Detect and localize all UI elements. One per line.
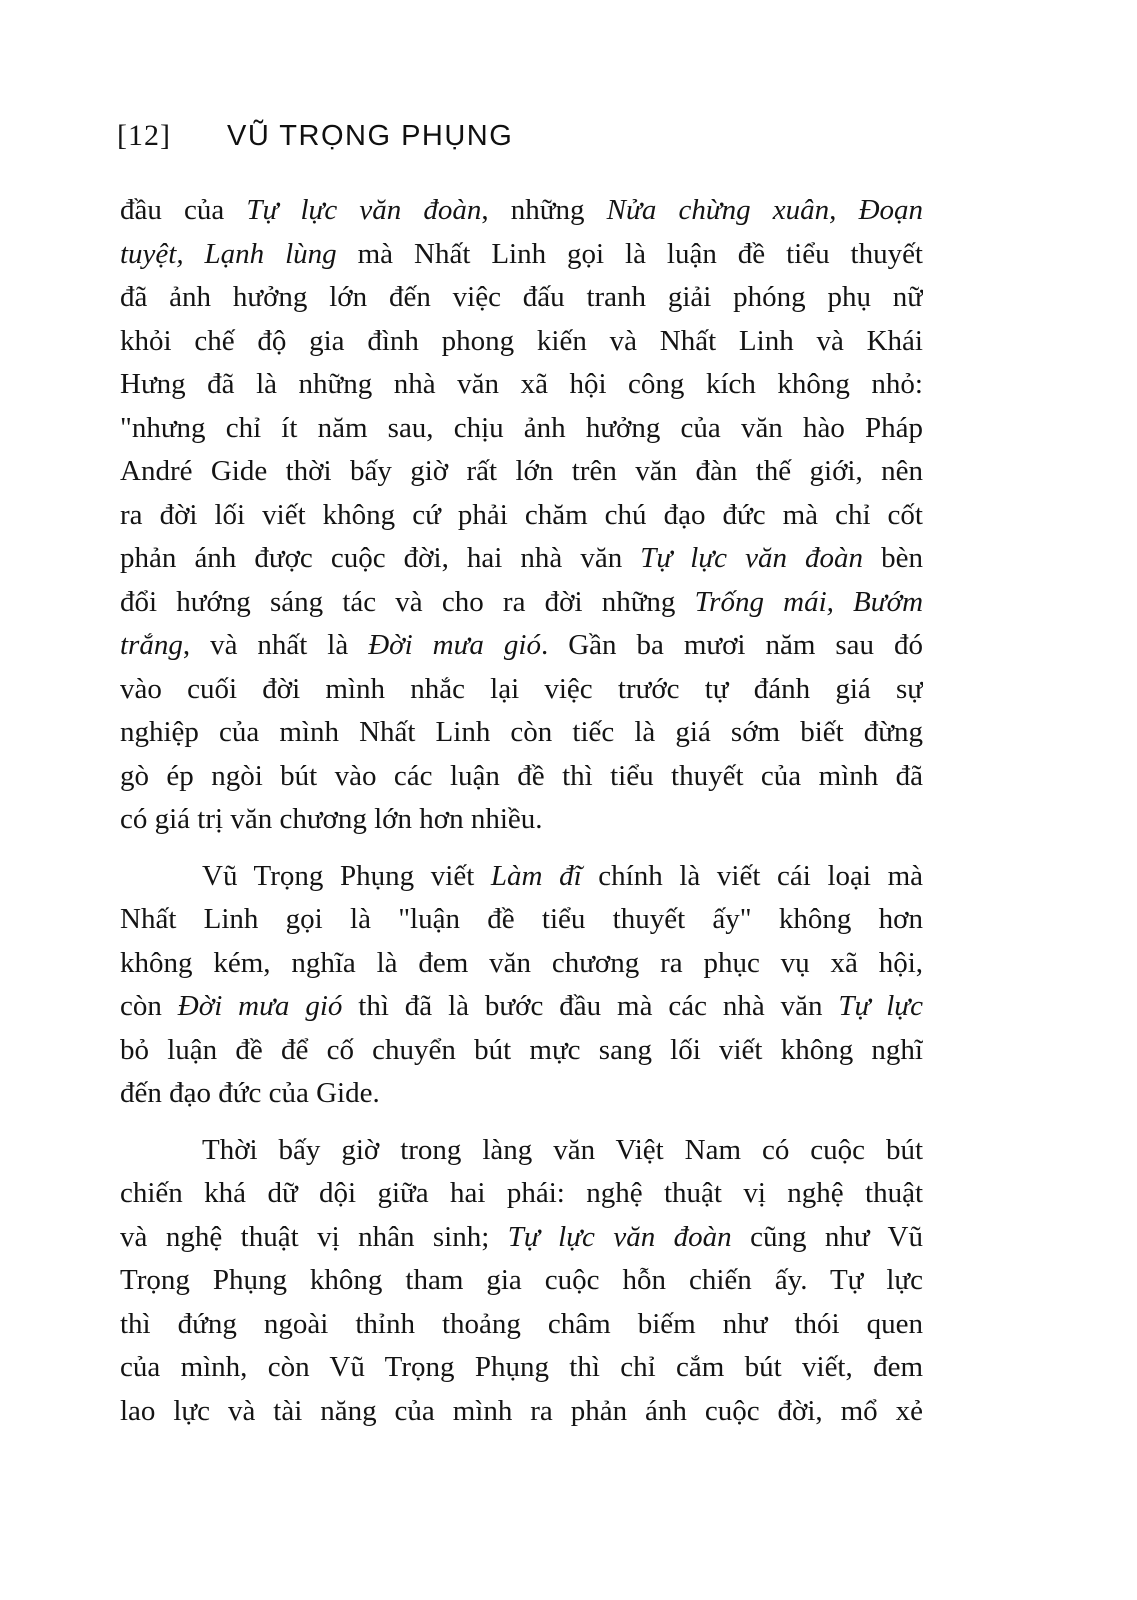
text-segment: nghiệp của mình Nhất Linh còn tiếc là giá sớm biết đừng bbox=[120, 716, 923, 748]
book-title-italic: Trống mái, Bướm bbox=[694, 585, 923, 618]
text-line bbox=[120, 855, 923, 899]
text-segment: và nghệ thuật vị nhân sinh; bbox=[120, 1220, 508, 1253]
text-line bbox=[120, 1172, 923, 1216]
text-line bbox=[120, 668, 923, 712]
text-segment: khỏi chế độ gia đình phong kiến và Nhất Linh và Khái bbox=[120, 324, 923, 357]
book-title-italic: Nửa chừng xuân, Đoạn bbox=[606, 194, 923, 226]
text-segment: Thời bấy giờ trong làng văn Việt Nam có cuộc bút bbox=[202, 1133, 923, 1166]
text-line bbox=[120, 711, 923, 755]
text-segment: chiến khá dữ dội giữa hai phái: nghệ thuật vị nghệ thuật bbox=[120, 1177, 923, 1209]
text-line bbox=[120, 798, 923, 842]
text-line bbox=[120, 624, 923, 668]
book-title-italic: tuyệt, Lạnh lùng bbox=[120, 237, 337, 270]
text-segment: Vũ Trọng Phụng viết bbox=[202, 859, 491, 892]
text-segment: . Gần ba mươi năm sau đó bbox=[540, 629, 923, 661]
text-segment: đến đạo đức của Gide. bbox=[120, 1077, 380, 1109]
text-segment: không kém, nghĩa là đem văn chương ra phục vụ xã hội, bbox=[120, 946, 923, 979]
text-line bbox=[120, 942, 923, 986]
text-line bbox=[120, 1072, 923, 1116]
text-segment: André Gide thời bấy giờ rất lớn trên văn đàn thế giới, nên bbox=[120, 455, 923, 487]
paragraph bbox=[120, 1129, 923, 1434]
text-line bbox=[120, 985, 923, 1029]
text-line bbox=[120, 363, 923, 407]
text-segment: Trọng Phụng không tham gia cuộc hỗn chiến ấy. Tự lực bbox=[120, 1264, 923, 1296]
text-segment: cũng như Vũ bbox=[731, 1220, 923, 1253]
text-line bbox=[120, 450, 923, 494]
text-segment: bèn bbox=[863, 542, 923, 574]
text-line bbox=[120, 1129, 923, 1173]
running-title: VŨ TRỌNG PHỤNG bbox=[226, 120, 514, 152]
text-line bbox=[120, 494, 923, 538]
text-line bbox=[120, 755, 923, 799]
text-segment: ra đời lối viết không cứ phải chăm chú đạo đức mà chỉ cốt bbox=[120, 498, 923, 531]
text-line bbox=[120, 898, 923, 942]
text-line bbox=[120, 1390, 923, 1434]
paragraph bbox=[120, 189, 923, 842]
text-segment: của mình, còn Vũ Trọng Phụng thì chỉ cắm bút viết, đem bbox=[120, 1351, 923, 1383]
text-line bbox=[120, 537, 923, 581]
book-title-italic: Tự lực văn đoàn bbox=[507, 1220, 732, 1253]
book-title-italic: Tự lực văn đoàn bbox=[246, 194, 482, 226]
text-segment: gò ép ngòi bút vào các luận đề thì tiểu thuyết của mình đã bbox=[120, 759, 923, 792]
text-segment: bỏ luận đề để cố chuyển bút mực sang lối viết không nghĩ bbox=[120, 1033, 923, 1066]
text-segment: thì đã là bước đầu mà các nhà văn bbox=[342, 990, 839, 1022]
text-segment: phản ánh được cuộc đời, hai nhà văn bbox=[120, 542, 641, 574]
running-header bbox=[117, 119, 927, 153]
text-line bbox=[120, 1259, 923, 1303]
text-line bbox=[120, 1346, 923, 1390]
text-segment: lao lực và tài năng của mình ra phản ánh cuộc đời, mổ xẻ bbox=[120, 1394, 923, 1427]
text-line bbox=[120, 233, 923, 277]
book-title-italic: trắng bbox=[120, 629, 183, 661]
text-segment: vào cuối đời mình nhắc lại việc trước tự đánh giá sự bbox=[120, 672, 923, 705]
text-line bbox=[120, 189, 923, 233]
text-line bbox=[120, 581, 923, 625]
book-title-italic: Tự lực bbox=[838, 990, 923, 1022]
text-segment: Hưng đã là những nhà văn xã hội công kích không nhỏ: bbox=[120, 368, 923, 400]
text-line bbox=[120, 1216, 923, 1260]
text-segment: Nhất Linh gọi là "luận đề tiểu thuyết ấy" không hơn bbox=[120, 903, 923, 935]
text-segment: chính là viết cái loại mà bbox=[581, 859, 923, 892]
book-title-italic: Làm đĩ bbox=[490, 859, 582, 892]
text-segment: , và nhất là bbox=[182, 629, 369, 661]
text-line bbox=[120, 320, 923, 364]
text-segment: còn bbox=[120, 990, 178, 1022]
text-segment: đã ảnh hưởng lớn đến việc đấu tranh giải phóng phụ nữ bbox=[120, 281, 923, 313]
text-segment: , những bbox=[481, 194, 607, 226]
text-segment: đầu của bbox=[120, 194, 247, 226]
text-line bbox=[120, 407, 923, 451]
book-title-italic: Tự lực văn đoàn bbox=[640, 542, 864, 574]
text-segment: "nhưng chỉ ít năm sau, chịu ảnh hưởng của văn hào Pháp bbox=[120, 411, 923, 444]
page-body bbox=[120, 189, 923, 1446]
paragraph bbox=[120, 855, 923, 1116]
book-title-italic: Đời mưa gió bbox=[368, 629, 541, 661]
page-number: [12] bbox=[117, 119, 171, 152]
text-segment: mà Nhất Linh gọi là luận đề tiểu thuyết bbox=[336, 237, 923, 270]
book-title-italic: Đời mưa gió bbox=[177, 990, 343, 1022]
text-segment: có giá trị văn chương lớn hơn nhiều. bbox=[120, 803, 543, 835]
text-line bbox=[120, 1303, 923, 1347]
text-segment: đổi hướng sáng tác và cho ra đời những bbox=[120, 585, 695, 618]
text-line bbox=[120, 1029, 923, 1073]
text-line bbox=[120, 276, 923, 320]
text-segment: thì đứng ngoài thỉnh thoảng châm biếm như thói quen bbox=[120, 1307, 923, 1340]
